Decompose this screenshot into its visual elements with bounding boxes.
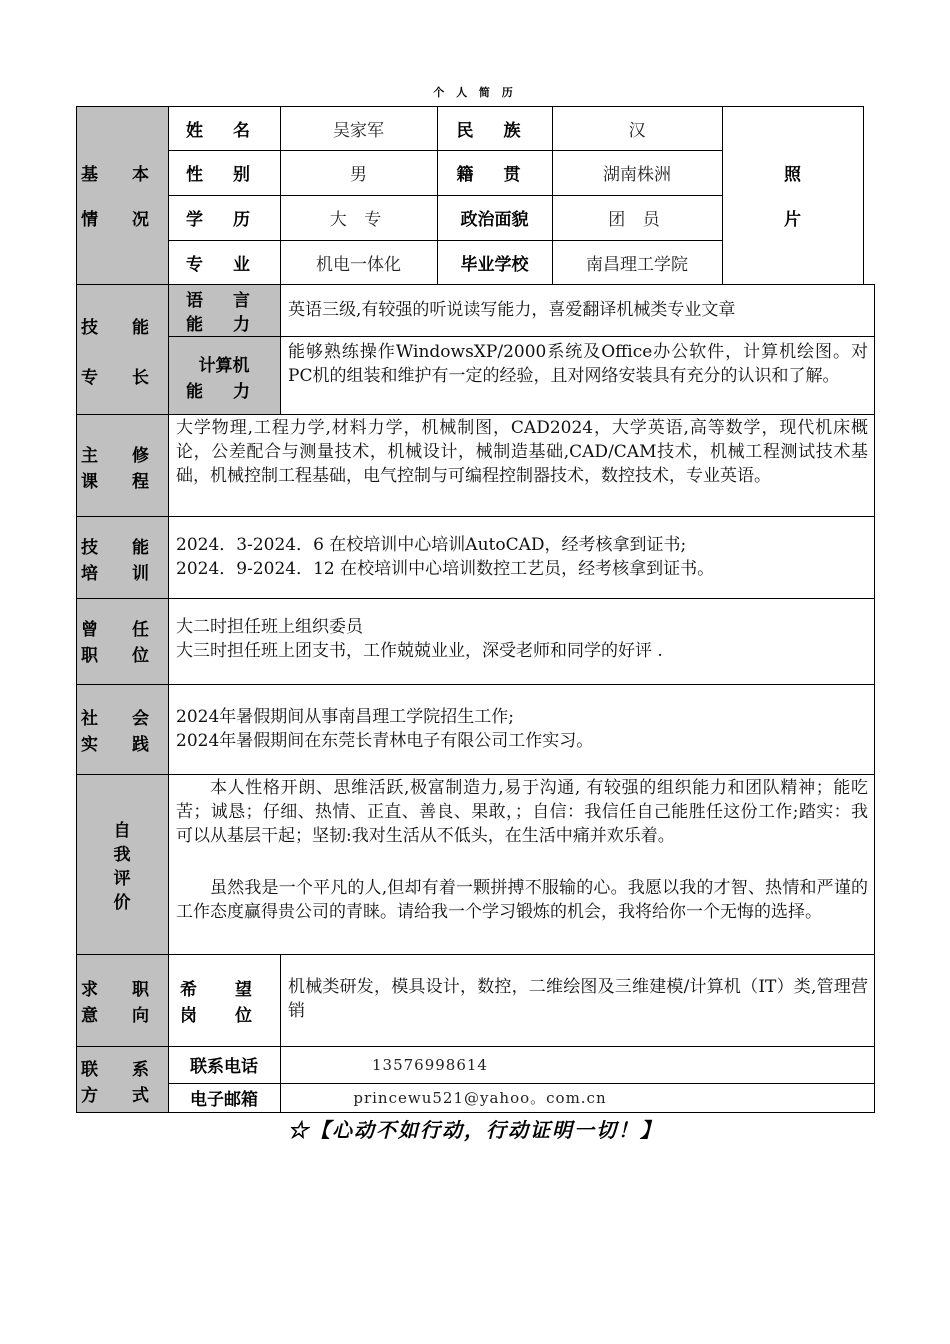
ethnicity-value: 汉 <box>628 120 646 141</box>
name-label: 姓 名 <box>186 120 262 141</box>
hometown-label: 籍 贯 <box>456 165 533 185</box>
photo-placeholder: 照 <box>784 165 801 185</box>
political-status-value: 团 员 <box>608 210 666 230</box>
skills-section-label: 技 能 <box>81 317 163 338</box>
email-value[interactable]: princewu521@yahoo。com.cn <box>353 1089 607 1107</box>
practice-line: 2024年暑假期间从事南昌理工学院招生工作; <box>176 707 514 727</box>
desired-position-label: 希 望 <box>180 979 268 1000</box>
courses-text: 大学物理,工程力学,材料力学，机械制图，CAD2024，大学英语,高等数学，现代机床概论，公差配合与测量技术，机械设计，械制造基础,CAD/CAM技术，机械工程测试技术基础，机械控制工程基础，电气控制与可编程控制器技术，数控技术，专业英语。 <box>176 418 868 486</box>
practice-section-label: 社 会 <box>81 708 163 729</box>
rule <box>76 598 874 599</box>
positions-section-label: 曾 任 <box>81 619 163 640</box>
ethnicity-label: 民 族 <box>456 120 533 141</box>
training-section-label: 技 能 <box>81 537 163 558</box>
position-line: 大二时担任班上组织委员 <box>176 617 363 637</box>
political-status-label: 政治面貌 <box>460 210 529 230</box>
language-skill-text: 英语三级,有较强的听说读写能力，喜爱翻译机械类专业文章 <box>288 300 736 320</box>
name-value: 吴家军 <box>333 120 384 141</box>
basic-section-label: 情 况 <box>81 210 163 230</box>
self-eval-section-label: 价 <box>113 892 131 913</box>
language-skill-label: 语 言 <box>186 290 262 311</box>
job-section-label: 求 职 <box>81 979 163 1000</box>
rule <box>76 774 874 775</box>
self-eval-section-label: 我 <box>113 844 131 865</box>
language-skill-label: 能 力 <box>186 314 262 335</box>
email-label: 电子邮箱 <box>190 1090 258 1110</box>
rule <box>76 414 874 415</box>
contact-section-label: 联 系 <box>81 1059 163 1080</box>
education-value: 大 专 <box>329 210 388 230</box>
computer-skill-label: 能 力 <box>186 381 262 402</box>
rule <box>863 106 864 284</box>
desired-position-text: 机械类研发，模具设计，数控，二维绘图及三维建模/计算机（IT）类,管理营销 <box>288 977 868 1021</box>
major-label: 专 业 <box>186 254 262 275</box>
rule <box>168 336 874 337</box>
gender-value: 男 <box>350 165 367 185</box>
rule <box>874 284 875 1113</box>
school-value: 南昌理工学院 <box>586 254 688 275</box>
position-line: 大三时担任班上团支书，工作兢兢业业，深受老师和同学的好评 . <box>176 641 663 661</box>
phone-value: 13576998614 <box>372 1055 488 1074</box>
positions-section-label: 职 位 <box>81 645 163 666</box>
courses-section-label: 主 修 <box>81 445 163 466</box>
phone-label: 联系电话 <box>190 1057 258 1077</box>
courses-section-label: 课 程 <box>81 471 163 492</box>
motto: ☆【心动不如行动，行动证明一切！】 <box>288 1118 662 1142</box>
photo-placeholder: 片 <box>784 210 801 230</box>
job-section-label: 意 向 <box>81 1005 163 1026</box>
contact-section-label: 方 式 <box>81 1085 163 1106</box>
skills-section-bg <box>76 284 168 414</box>
rule <box>76 954 874 955</box>
practice-section-label: 实 践 <box>81 734 163 755</box>
gender-label: 性 别 <box>186 165 262 185</box>
school-label: 毕业学校 <box>460 254 529 275</box>
education-label: 学 历 <box>186 210 262 230</box>
major-value: 机电一体化 <box>316 254 401 275</box>
rule <box>76 106 77 1113</box>
rule <box>76 516 874 517</box>
basic-section-label: 基 本 <box>81 165 163 185</box>
rule <box>76 1112 874 1113</box>
practice-line: 2024年暑假期间在东莞长青林电子有限公司工作实习。 <box>176 731 594 751</box>
self-eval-paragraph: 虽然我是一个平凡的人,但却有着一颗拼搏不服输的心。我愿以我的才智、热情和严谨的工作态度赢得贵公司的青睐。请给我一个学习锻炼的机会，我将给你一个无悔的选择。 <box>176 878 868 922</box>
self-eval-section-label: 评 <box>113 868 131 889</box>
document-title: 个 人 简 历 <box>433 86 517 99</box>
training-line: 2024．3-2024．6 在校培训中心培训AutoCAD，经考核拿到证书; <box>176 535 687 555</box>
self-eval-paragraph: 本人性格开朗、思维活跃,极富制造力,易于沟通, 有较强的组织能力和团队精神；能吃苦；诚恳；仔细、热情、正直、善良、果敢，；自信：我信任自己能胜任这份工作;踏实：我可以从基层干起；坚韧:我对生活从不低头，在生活中痛并欢乐着。 <box>176 778 868 846</box>
computer-skill-label: 计算机 <box>198 355 250 376</box>
training-line: 2024．9-2024．12 在校培训中心培训数控工艺员，经考核拿到证书。 <box>176 559 715 579</box>
computer-skill-text: 能够熟练操作WindowsXP/2000系统及Office办公软件，计算机绘图。对PC机的组装和维护有一定的经验，且对网络安装具有充分的认识和了解。 <box>288 342 868 386</box>
training-section-label: 培 训 <box>81 563 163 584</box>
desired-position-label: 岗 位 <box>180 1005 268 1026</box>
skills-section-label: 专 长 <box>81 367 163 388</box>
rule <box>76 684 874 685</box>
self-eval-section-label: 自 <box>113 820 131 841</box>
hometown-value: 湖南株洲 <box>603 165 671 185</box>
